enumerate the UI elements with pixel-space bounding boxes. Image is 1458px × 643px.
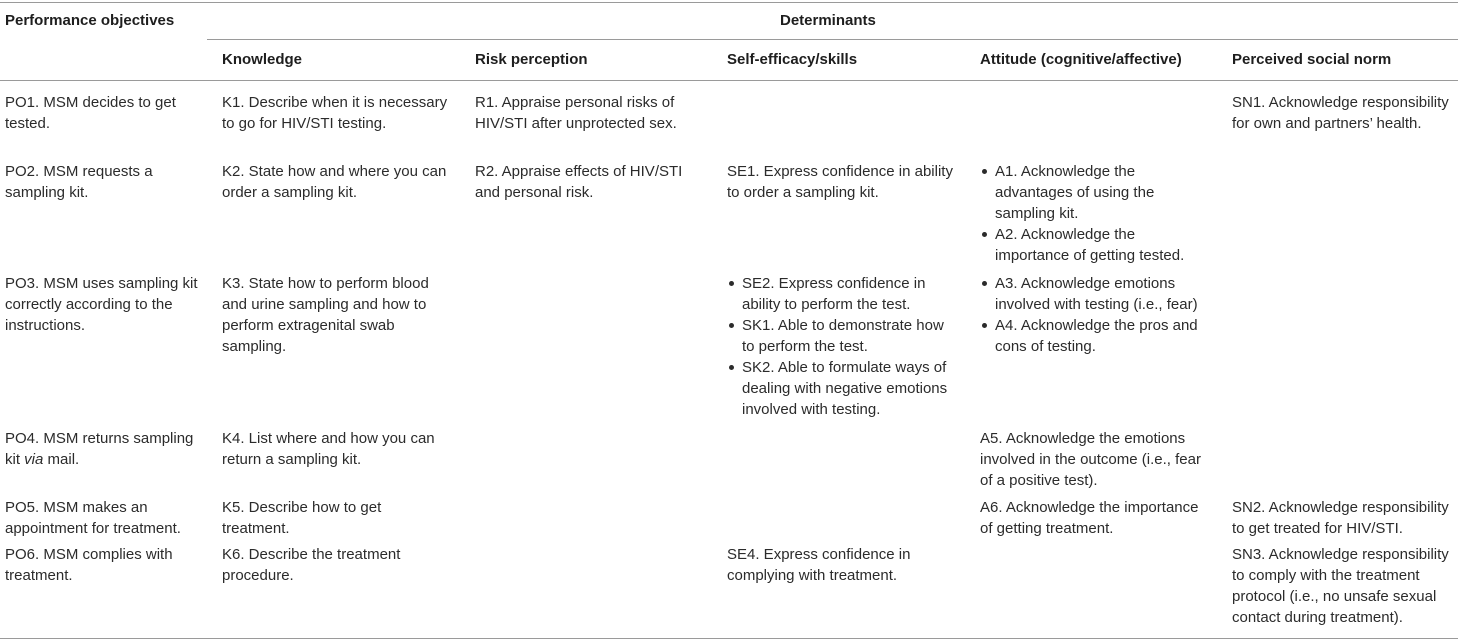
row1-social-norm: SN1. Acknowledge responsibility for own and partners’ health. xyxy=(1232,94,1449,132)
row4-knowledge: K4. List where and how you can return a sampling kit. xyxy=(222,430,435,468)
header-performance-objectives: Performance objectives xyxy=(5,12,175,29)
list-item: A2. Acknowledge the importance of getting tested. xyxy=(980,224,1212,266)
row5-social-norm: SN2. Acknowledge responsibility to get treated for HIV/STI. xyxy=(1232,499,1449,537)
row5-attitude: A6. Acknowledge the importance of getting treatment. xyxy=(980,499,1199,537)
header-risk-perception: Risk perception xyxy=(475,51,588,68)
header-determinants: Determinants xyxy=(780,12,876,29)
list-item: SE2. Express confidence in ability to perform the test. xyxy=(727,273,959,315)
header-knowledge: Knowledge xyxy=(222,51,303,68)
list-item: A4. Acknowledge the pros and cons of testing. xyxy=(980,315,1212,357)
list-item: SK2. Able to formulate ways of dealing with negative emotions involved with testing. xyxy=(727,357,959,420)
header-social-norm: Perceived social norm xyxy=(1232,51,1392,68)
row6-self-efficacy: SE4. Express confidence in complying with treatment. xyxy=(727,546,911,584)
row6-social-norm: SN3. Acknowledge responsibility to comply with the treatment protocol (i.e., no unsafe sexual contact during treatment). xyxy=(1232,546,1449,626)
header-attitude: Attitude (cognitive/affective) xyxy=(980,51,1182,68)
row3-attitude xyxy=(980,273,1212,357)
row1-risk: R1. Appraise personal risks of HIV/STI after unprotected sex. xyxy=(475,94,677,132)
row3-performance-objective: PO3. MSM uses sampling kit correctly according to the instructions. xyxy=(5,275,198,334)
determinants-rule xyxy=(207,39,1458,40)
row4-attitude: A5. Acknowledge the emotions involved in the outcome (i.e., fear of a positive test). xyxy=(980,430,1201,489)
row2-knowledge: K2. State how and where you can order a sampling kit. xyxy=(222,163,447,201)
row2-self-efficacy: SE1. Express confidence in ability to order a sampling kit. xyxy=(727,163,953,201)
row5-knowledge: K5. Describe how to get treatment. xyxy=(222,499,382,537)
row2-attitude xyxy=(980,161,1212,266)
row1-performance-objective: PO1. MSM decides to get tested. xyxy=(5,94,176,132)
row3-self-efficacy xyxy=(727,273,959,420)
header-bottom-rule xyxy=(0,80,1458,81)
header-self-efficacy: Self-efficacy/skills xyxy=(727,51,858,68)
table-bottom-rule xyxy=(0,638,1458,639)
row1-knowledge: K1. Describe when it is necessary to go for HIV/STI testing. xyxy=(222,94,448,132)
row3-knowledge: K3. State how to perform blood and urine sampling and how to perform extragenital swab sampling. xyxy=(222,275,429,355)
row6-knowledge: K6. Describe the treatment procedure. xyxy=(222,546,401,584)
table-top-rule xyxy=(0,2,1458,3)
list-item: SK1. Able to demonstrate how to perform the test. xyxy=(727,315,959,357)
row4-performance-objective: PO4. MSM returns sampling kit via mail. xyxy=(5,430,194,468)
row2-risk: R2. Appraise effects of HIV/STI and personal risk. xyxy=(475,163,683,201)
row2-performance-objective: PO2. MSM requests a sampling kit. xyxy=(5,163,153,201)
list-item: A3. Acknowledge emotions involved with testing (i.e., fear) xyxy=(980,273,1212,315)
row5-performance-objective: PO5. MSM makes an appointment for treatment. xyxy=(5,499,181,537)
list-item: A1. Acknowledge the advantages of using the sampling kit. xyxy=(980,161,1212,224)
row6-performance-objective: PO6. MSM complies with treatment. xyxy=(5,546,173,584)
